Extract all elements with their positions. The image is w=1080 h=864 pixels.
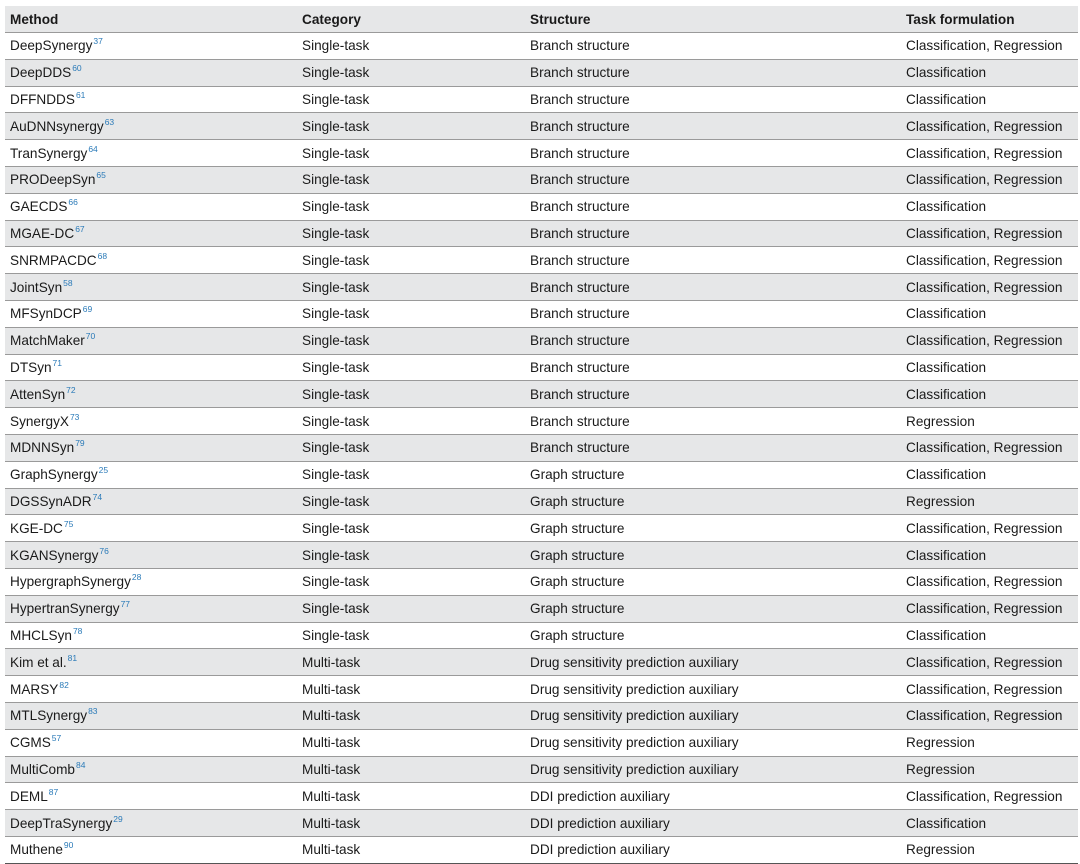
cell-method	[5, 542, 297, 569]
cell-category: Single-task	[297, 595, 525, 622]
methods-table	[5, 6, 1078, 864]
cell-method	[5, 381, 297, 408]
cell-method	[5, 568, 297, 595]
cell-task-formulation: Classification, Regression	[901, 113, 1078, 140]
cell-task-formulation: Classification, Regression	[901, 33, 1078, 60]
cell-structure: Branch structure	[525, 434, 901, 461]
cell-task-formulation: Classification	[901, 59, 1078, 86]
cell-task-formulation: Classification	[901, 86, 1078, 113]
cell-structure: Graph structure	[525, 488, 901, 515]
cell-task-formulation: Classification, Regression	[901, 220, 1078, 247]
cell-task-formulation: Regression	[901, 488, 1078, 515]
table-row	[5, 836, 1078, 863]
reference-link[interactable]: 37	[93, 36, 103, 47]
table-row	[5, 649, 1078, 676]
cell-task-formulation: Classification, Regression	[901, 783, 1078, 810]
cell-task-formulation: Classification	[901, 542, 1078, 569]
cell-task-formulation: Classification	[901, 193, 1078, 220]
table-row	[5, 381, 1078, 408]
cell-category: Multi-task	[297, 676, 525, 703]
cell-structure: Graph structure	[525, 622, 901, 649]
cell-category: Multi-task	[297, 810, 525, 837]
cell-category: Single-task	[297, 381, 525, 408]
method-name: MDNNSyn	[10, 440, 75, 456]
cell-task-formulation: Classification, Regression	[901, 166, 1078, 193]
table-row	[5, 515, 1078, 542]
reference-link[interactable]: 61	[75, 89, 86, 100]
header-structure: Structure	[525, 6, 901, 33]
table-row	[5, 113, 1078, 140]
method-name: GAECDS	[10, 199, 68, 215]
table-row	[5, 220, 1078, 247]
cell-task-formulation: Classification	[901, 354, 1078, 381]
method-name: DEML	[10, 788, 48, 804]
cell-category: Single-task	[297, 220, 525, 247]
cell-method	[5, 595, 297, 622]
cell-task-formulation: Classification, Regression	[901, 434, 1078, 461]
reference-link[interactable]: 69	[82, 304, 93, 315]
cell-method	[5, 86, 297, 113]
cell-method	[5, 33, 297, 60]
method-name: DeepDDS	[10, 65, 72, 81]
table-row	[5, 193, 1078, 220]
cell-structure: Drug sensitivity prediction auxiliary	[525, 756, 901, 783]
table-row	[5, 729, 1078, 756]
cell-method	[5, 810, 297, 837]
cell-structure: Branch structure	[525, 381, 901, 408]
cell-category: Single-task	[297, 274, 525, 301]
table-row	[5, 702, 1078, 729]
cell-method	[5, 649, 297, 676]
cell-category: Multi-task	[297, 702, 525, 729]
cell-category: Single-task	[297, 140, 525, 167]
cell-category: Multi-task	[297, 783, 525, 810]
method-name: AuDNNsynergy	[10, 118, 104, 134]
table-row	[5, 542, 1078, 569]
reference-link[interactable]: 76	[99, 545, 109, 556]
table-row	[5, 274, 1078, 301]
cell-task-formulation: Regression	[901, 408, 1078, 435]
cell-structure: Graph structure	[525, 542, 901, 569]
method-name: MGAE-DC	[10, 225, 75, 241]
table-row	[5, 488, 1078, 515]
cell-task-formulation: Classification	[901, 381, 1078, 408]
reference-link[interactable]: 75	[63, 518, 74, 529]
reference-link[interactable]: 58	[63, 277, 73, 288]
reference-link[interactable]: 82	[59, 679, 69, 690]
cell-task-formulation: Classification, Regression	[901, 140, 1078, 167]
cell-structure: Branch structure	[525, 300, 901, 327]
reference-link[interactable]: 28	[131, 572, 142, 583]
cell-category: Single-task	[297, 247, 525, 274]
reference-link[interactable]: 84	[75, 759, 86, 770]
method-name: MHCLSyn	[10, 627, 72, 643]
cell-category: Single-task	[297, 408, 525, 435]
cell-category: Single-task	[297, 59, 525, 86]
method-name: DFFNDDS	[10, 91, 75, 107]
method-name: MatchMaker	[10, 333, 85, 349]
cell-structure: Branch structure	[525, 113, 901, 140]
cell-task-formulation: Classification, Regression	[901, 595, 1078, 622]
reference-link[interactable]: 57	[51, 733, 62, 744]
method-name: MultiComb	[10, 761, 75, 777]
cell-category: Multi-task	[297, 729, 525, 756]
cell-structure: Drug sensitivity prediction auxiliary	[525, 676, 901, 703]
reference-link[interactable]: 90	[63, 840, 74, 851]
header-row	[5, 6, 1078, 33]
cell-task-formulation: Classification, Regression	[901, 247, 1078, 274]
cell-structure: Branch structure	[525, 327, 901, 354]
reference-link[interactable]: 68	[97, 250, 108, 261]
cell-task-formulation: Classification, Regression	[901, 327, 1078, 354]
table-row	[5, 86, 1078, 113]
reference-link[interactable]: 72	[66, 384, 76, 395]
method-name: CGMS	[10, 735, 51, 751]
table-row	[5, 756, 1078, 783]
method-name: HypertranSynergy	[10, 601, 120, 617]
cell-task-formulation: Classification, Regression	[901, 274, 1078, 301]
cell-category: Single-task	[297, 113, 525, 140]
cell-structure: Drug sensitivity prediction auxiliary	[525, 729, 901, 756]
cell-task-formulation: Classification, Regression	[901, 702, 1078, 729]
method-name: PRODeepSyn	[10, 172, 96, 188]
cell-method	[5, 300, 297, 327]
cell-structure: Drug sensitivity prediction auxiliary	[525, 649, 901, 676]
reference-link[interactable]: 73	[69, 411, 80, 422]
method-name: TranSynergy	[10, 145, 88, 161]
cell-structure: DDI prediction auxiliary	[525, 810, 901, 837]
method-name: MARSY	[10, 681, 59, 697]
table-row	[5, 354, 1078, 381]
table-row	[5, 33, 1078, 60]
cell-category: Single-task	[297, 193, 525, 220]
reference-link[interactable]: 81	[67, 652, 78, 663]
cell-method	[5, 327, 297, 354]
reference-link[interactable]: 79	[75, 438, 85, 449]
cell-method	[5, 166, 297, 193]
table-row	[5, 408, 1078, 435]
cell-method	[5, 113, 297, 140]
cell-task-formulation: Classification	[901, 300, 1078, 327]
cell-structure: Drug sensitivity prediction auxiliary	[525, 702, 901, 729]
cell-structure: Branch structure	[525, 33, 901, 60]
cell-structure: Branch structure	[525, 274, 901, 301]
method-name: JointSyn	[10, 279, 63, 295]
cell-method	[5, 220, 297, 247]
cell-method	[5, 247, 297, 274]
cell-structure: Graph structure	[525, 595, 901, 622]
cell-method	[5, 488, 297, 515]
cell-category: Single-task	[297, 33, 525, 60]
table-row	[5, 461, 1078, 488]
method-name: GraphSynergy	[10, 467, 98, 483]
cell-task-formulation: Classification	[901, 622, 1078, 649]
method-name: KGE-DC	[10, 520, 63, 536]
cell-category: Multi-task	[297, 756, 525, 783]
header-task-formulation: Task formulation	[901, 6, 1078, 33]
cell-method	[5, 434, 297, 461]
cell-category: Single-task	[297, 461, 525, 488]
cell-method	[5, 756, 297, 783]
cell-task-formulation: Classification	[901, 461, 1078, 488]
cell-method	[5, 702, 297, 729]
method-name: DeepTraSynergy	[10, 815, 113, 831]
cell-task-formulation: Classification	[901, 810, 1078, 837]
cell-structure: Graph structure	[525, 568, 901, 595]
reference-link[interactable]: 60	[72, 63, 82, 74]
reference-link[interactable]: 77	[120, 599, 131, 610]
cell-method	[5, 622, 297, 649]
cell-structure: Branch structure	[525, 193, 901, 220]
cell-method	[5, 515, 297, 542]
table-row	[5, 140, 1078, 167]
cell-task-formulation: Regression	[901, 729, 1078, 756]
reference-link[interactable]: 70	[85, 331, 96, 342]
cell-category: Single-task	[297, 434, 525, 461]
cell-method	[5, 59, 297, 86]
cell-category: Single-task	[297, 622, 525, 649]
cell-method	[5, 408, 297, 435]
reference-link[interactable]: 64	[88, 143, 98, 154]
cell-structure: DDI prediction auxiliary	[525, 783, 901, 810]
table-row	[5, 595, 1078, 622]
cell-task-formulation: Classification, Regression	[901, 515, 1078, 542]
table-row	[5, 59, 1078, 86]
reference-link[interactable]: 63	[104, 116, 115, 127]
reference-link[interactable]: 87	[48, 786, 59, 797]
table-body	[5, 33, 1078, 864]
cell-structure: Branch structure	[525, 59, 901, 86]
cell-task-formulation: Classification, Regression	[901, 568, 1078, 595]
method-name: DeepSynergy	[10, 38, 93, 54]
reference-link[interactable]: 67	[75, 223, 85, 234]
method-name: DGSSynADR	[10, 493, 92, 509]
cell-method	[5, 193, 297, 220]
method-name: SNRMPACDC	[10, 252, 97, 268]
cell-category: Single-task	[297, 488, 525, 515]
cell-method	[5, 729, 297, 756]
cell-structure: Branch structure	[525, 166, 901, 193]
cell-task-formulation: Regression	[901, 756, 1078, 783]
cell-category: Single-task	[297, 568, 525, 595]
cell-structure: DDI prediction auxiliary	[525, 836, 901, 863]
table-row	[5, 783, 1078, 810]
method-name: KGANSynergy	[10, 547, 99, 563]
cell-task-formulation: Classification, Regression	[901, 649, 1078, 676]
table-row	[5, 568, 1078, 595]
cell-method	[5, 836, 297, 863]
method-name: MFSynDCP	[10, 306, 82, 322]
table-row	[5, 676, 1078, 703]
cell-category: Multi-task	[297, 836, 525, 863]
reference-link[interactable]: 71	[52, 357, 63, 368]
cell-structure: Branch structure	[525, 247, 901, 274]
method-name: DTSyn	[10, 359, 52, 375]
cell-category: Single-task	[297, 300, 525, 327]
cell-structure: Branch structure	[525, 86, 901, 113]
reference-link[interactable]: 78	[72, 625, 83, 636]
method-name: AttenSyn	[10, 386, 66, 402]
cell-category: Single-task	[297, 515, 525, 542]
table-row	[5, 810, 1078, 837]
cell-category: Multi-task	[297, 649, 525, 676]
method-name: Muthene	[10, 842, 63, 858]
cell-structure: Graph structure	[525, 461, 901, 488]
cell-method	[5, 783, 297, 810]
reference-link[interactable]: 74	[92, 491, 103, 502]
cell-method	[5, 461, 297, 488]
method-name: SynergyX	[10, 413, 69, 429]
reference-link[interactable]: 25	[98, 465, 109, 476]
method-name: MTLSynergy	[10, 708, 88, 724]
reference-link[interactable]: 29	[113, 813, 123, 824]
table-row	[5, 166, 1078, 193]
table-row	[5, 434, 1078, 461]
cell-structure: Graph structure	[525, 515, 901, 542]
cell-structure: Branch structure	[525, 140, 901, 167]
reference-link[interactable]: 66	[68, 197, 78, 208]
table-row	[5, 327, 1078, 354]
cell-method	[5, 274, 297, 301]
header-category: Category	[297, 6, 525, 33]
cell-category: Single-task	[297, 327, 525, 354]
table-row	[5, 247, 1078, 274]
cell-method	[5, 676, 297, 703]
cell-structure: Branch structure	[525, 354, 901, 381]
cell-method	[5, 140, 297, 167]
cell-task-formulation: Classification, Regression	[901, 676, 1078, 703]
reference-link[interactable]: 83	[88, 706, 98, 717]
cell-category: Single-task	[297, 354, 525, 381]
table-row	[5, 622, 1078, 649]
reference-link[interactable]: 65	[96, 170, 106, 181]
cell-category: Single-task	[297, 166, 525, 193]
cell-structure: Branch structure	[525, 408, 901, 435]
cell-task-formulation: Regression	[901, 836, 1078, 863]
cell-structure: Branch structure	[525, 220, 901, 247]
method-name: HypergraphSynergy	[10, 574, 131, 590]
cell-category: Single-task	[297, 542, 525, 569]
method-name: Kim et al.	[10, 654, 67, 670]
header-method: Method	[5, 6, 297, 33]
cell-category: Single-task	[297, 86, 525, 113]
cell-method	[5, 354, 297, 381]
table-row	[5, 300, 1078, 327]
